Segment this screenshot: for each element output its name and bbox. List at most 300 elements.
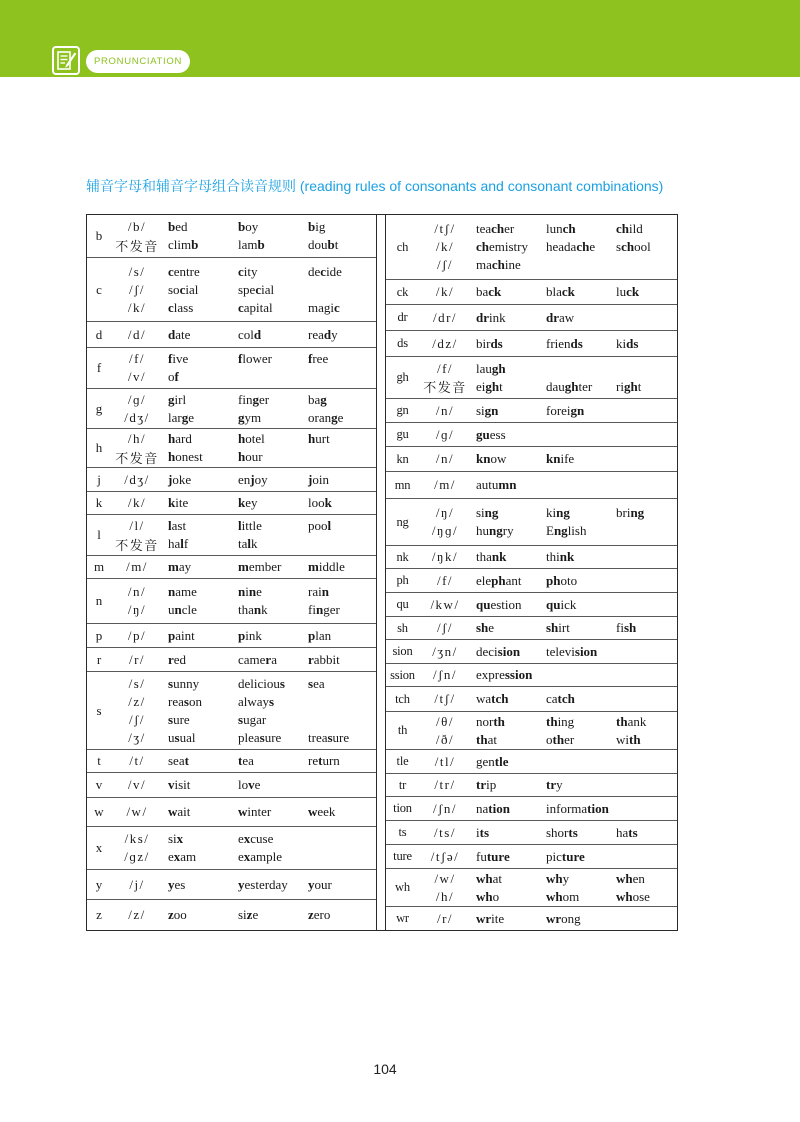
word-part: t: [499, 378, 503, 394]
phonetic-symbol: /k/: [127, 299, 147, 315]
example-word: [308, 495, 377, 511]
letter-cell: t: [97, 753, 101, 768]
phonetic-symbol: /r/: [436, 910, 454, 926]
example-word: [616, 714, 678, 730]
phonetic-symbol: /ŋ/: [435, 505, 455, 520]
example-word: [546, 523, 616, 539]
word-part: tha: [476, 549, 492, 564]
pronunciation-line: [111, 752, 376, 770]
highlighted-letters: nk: [491, 549, 507, 564]
highlighted-letters: gh: [491, 360, 506, 376]
highlighted-letters: th: [616, 713, 628, 729]
example-word: [616, 732, 678, 748]
pronunciation-lines: [111, 556, 376, 578]
phonetic-symbol: /ŋk/: [431, 549, 459, 564]
section-badge: PRONUNCIATION: [86, 50, 190, 73]
word-part: er: [504, 221, 515, 236]
example-word: [238, 410, 308, 426]
letter-cell: p: [95, 627, 103, 643]
word-part: aw: [559, 309, 575, 325]
pronunciation-line: [419, 360, 677, 378]
highlighted-letters: wh: [616, 870, 633, 886]
word-part: ba: [308, 391, 321, 407]
highlighted-letters: wr: [476, 910, 492, 926]
example-word: [168, 849, 238, 865]
example-word: [476, 644, 546, 660]
example-word: [616, 505, 678, 521]
word-part: expre: [476, 667, 505, 682]
word-part: lu: [616, 284, 627, 299]
table-frame-top-line: [377, 214, 385, 215]
highlighted-letters: ch: [616, 221, 629, 236]
word-part: sea: [168, 753, 185, 768]
phonetic-symbol: /n/: [435, 402, 455, 418]
word-part: lan: [315, 627, 332, 643]
pronunciation-line: [111, 448, 376, 466]
highlighted-letters: x: [243, 849, 251, 864]
pronunciation-line: [419, 572, 677, 590]
highlighted-letters: b: [238, 219, 246, 234]
phonetic-symbol: /ð/: [435, 731, 455, 747]
combination-cell: tion: [393, 801, 412, 815]
highlighted-letters: z: [308, 907, 314, 922]
table-row: [386, 357, 677, 399]
table-row: [386, 797, 677, 821]
example-word: [168, 712, 238, 728]
word-part: e: [252, 907, 259, 922]
highlighted-letters: g: [168, 391, 175, 407]
word-part: e: [256, 584, 262, 599]
example-word: [476, 911, 546, 927]
example-word: [238, 628, 308, 644]
combination-cell: ng: [396, 514, 409, 529]
word-part: ife: [560, 451, 575, 466]
pronunciation-lines: [111, 827, 376, 869]
highlighted-letters: h: [168, 449, 176, 464]
word-part: wa: [476, 691, 492, 706]
pronunciation-line: [111, 471, 376, 489]
word-part: at: [492, 870, 503, 886]
example-word: [476, 549, 546, 565]
phonetic-symbol: /ŋɡ/: [431, 523, 459, 538]
example-word: [476, 523, 546, 539]
pronunciation-lines: [419, 280, 677, 304]
word-part: inter: [247, 804, 272, 819]
highlighted-letters: ts: [628, 824, 638, 840]
word-part: cle: [181, 602, 197, 617]
phonetic-symbol: /n/: [127, 584, 147, 599]
table-row: [386, 907, 677, 930]
phonetic-symbol: /ts/: [434, 824, 456, 840]
pronunciation-line: [419, 426, 677, 444]
pronunciation-lines: [111, 870, 376, 899]
highlighted-letters: l: [327, 518, 332, 533]
phonetic-symbol: /f/: [128, 351, 146, 366]
highlighted-letters: n: [238, 584, 246, 599]
pronunciation-line: [111, 350, 376, 368]
highlighted-letters: ch: [476, 239, 489, 254]
example-word: [168, 264, 238, 280]
word-part: cuse: [250, 831, 274, 846]
pronunciation-lines: [419, 569, 677, 592]
example-word: [546, 732, 616, 748]
example-word: [168, 449, 238, 465]
highlighted-letters: sion: [497, 643, 521, 659]
example-word: [168, 495, 238, 511]
pronunciation-line: [419, 713, 677, 731]
word-part: onest: [175, 449, 203, 464]
pronunciation-line: [111, 281, 376, 299]
phonetic-symbol: /θ/: [436, 713, 454, 729]
word-part: ele: [476, 572, 492, 588]
word-part: ant: [505, 572, 522, 588]
highlighted-letters: c: [179, 281, 186, 297]
pronunciation-line: [111, 236, 376, 254]
word-part: o: [492, 888, 500, 904]
pronunciation-line: [111, 218, 376, 236]
word-part: ess: [489, 426, 506, 442]
letter-cell: z: [96, 907, 102, 922]
example-word: [308, 676, 377, 692]
highlighted-letters: x: [243, 831, 251, 846]
example-word: [616, 239, 678, 255]
example-word: [308, 410, 377, 426]
section-title: 辅音字母和辅音字母组合读音规则 (reading rules of consonants and consonant combinations): [86, 178, 664, 194]
word-part: isit: [174, 777, 191, 792]
phonetic-symbol: /ʃ/: [436, 620, 454, 635]
word-part: en: [238, 471, 251, 487]
highlighted-letters: dr: [546, 309, 559, 325]
example-word: [168, 730, 238, 746]
example-word: [238, 559, 308, 575]
word-part: pic: [546, 848, 562, 864]
table-row: [87, 492, 376, 515]
highlighted-letters: wh: [616, 888, 633, 904]
word-part: iddle: [318, 559, 345, 574]
highlighted-letters: b: [257, 237, 265, 252]
example-word: [168, 877, 238, 893]
phonetic-symbol: /r/: [128, 651, 146, 667]
word-part: fin: [238, 391, 253, 407]
highlighted-letters: b: [191, 237, 199, 252]
highlighted-letters: gh: [485, 378, 500, 394]
highlighted-letters: ts: [568, 824, 578, 840]
highlighted-letters: s: [327, 729, 333, 745]
letter-cell: g: [95, 400, 103, 416]
example-word: [308, 628, 377, 644]
example-word: [476, 732, 546, 748]
example-word: [546, 911, 616, 927]
word-part: ard: [175, 431, 192, 446]
word-part: ial: [261, 281, 275, 297]
highlighted-letters: ng: [556, 505, 570, 520]
word-part: am: [180, 849, 197, 864]
pronunciation-line: [419, 848, 677, 866]
example-word: [238, 777, 308, 793]
word-part: oo: [173, 907, 187, 922]
highlighted-letters: sh: [623, 620, 637, 635]
word-part: spe: [238, 281, 256, 297]
word-part: ry: [502, 523, 514, 538]
example-word: [476, 403, 546, 419]
example-word: [616, 379, 678, 395]
pronunciation-lines: [111, 624, 376, 647]
word-part: ite: [491, 910, 505, 926]
example-word: [616, 221, 678, 237]
highlighted-letters: s: [238, 711, 244, 727]
combination-cell: ck: [396, 284, 409, 299]
table-row: [87, 515, 376, 556]
word-part: our: [245, 449, 263, 464]
example-word: [238, 877, 308, 893]
pronunciation-lines: [419, 546, 677, 568]
table-row: [87, 900, 376, 930]
example-word: [546, 403, 616, 419]
word-part: televi: [546, 643, 575, 659]
table-row: [386, 280, 677, 305]
word-part: fi: [616, 620, 624, 635]
example-word: [308, 518, 377, 534]
combination-cell: ssion: [390, 667, 415, 682]
pronunciation-lines: [419, 399, 677, 422]
letter-cell: y: [95, 876, 103, 892]
pronunciation-line: [419, 548, 677, 566]
table-row: [386, 774, 677, 797]
pronunciation-lines: [111, 322, 376, 347]
pronunciation-line: [419, 800, 677, 818]
pronunciation-line: [419, 402, 677, 420]
phonetic-symbol: /j/: [129, 876, 145, 892]
table-row: [87, 672, 376, 750]
word-part: E: [546, 523, 554, 538]
example-word: [238, 584, 308, 600]
example-word: [476, 801, 546, 817]
highlighted-letters: gu: [476, 426, 490, 442]
pronunciation-line: [419, 870, 677, 888]
highlighted-letters: x: [176, 831, 184, 846]
table-row: [87, 798, 376, 827]
pronunciation-line: [111, 693, 376, 711]
pronunciation-line: [419, 504, 677, 522]
example-word: [546, 379, 616, 395]
word-part: ym: [244, 409, 262, 425]
example-word: [308, 804, 377, 820]
highlighted-letters: tr: [546, 777, 557, 792]
highlighted-letters: v: [248, 777, 255, 792]
example-word: [168, 282, 238, 298]
pronunciation-lines: [111, 750, 376, 772]
highlighted-letters: k: [168, 495, 176, 510]
word-part: deliciou: [238, 675, 280, 691]
word-part: om: [562, 888, 580, 904]
word-part: si: [476, 402, 485, 418]
highlighted-letters: gh: [623, 378, 638, 394]
example-word: [546, 825, 616, 841]
phonetic-symbol: /tl/: [434, 753, 456, 769]
letter-cell: f: [96, 360, 102, 375]
word-part: on: [188, 693, 202, 709]
example-word: [546, 221, 616, 237]
highlighted-letters: p: [168, 627, 176, 643]
pronunciation-lines: [419, 331, 677, 356]
pronunciation-line: [111, 299, 376, 317]
highlighted-letters: ck: [488, 284, 502, 299]
pronunciation-lines: [419, 797, 677, 820]
phonetic-symbol: /f/: [436, 572, 454, 588]
word-part: o: [546, 731, 553, 747]
example-word: [546, 310, 616, 326]
combination-cell: gu: [396, 427, 409, 441]
highlighted-letters: n: [174, 602, 182, 617]
example-word: [476, 257, 546, 273]
example-word: [238, 753, 308, 769]
example-word: [476, 284, 546, 300]
highlighted-letters: p: [238, 627, 246, 643]
letter-cell: v: [95, 777, 103, 792]
example-word: [308, 392, 377, 408]
highlighted-letters: c: [238, 299, 244, 315]
word-part: irl: [174, 391, 187, 407]
phonetic-symbol: /tʃə/: [430, 848, 460, 864]
word-part: oy: [254, 471, 268, 487]
word-part: came: [238, 651, 266, 667]
phonetic-symbol: /tr/: [434, 777, 456, 792]
highlighted-letters: s: [259, 729, 265, 745]
highlighted-letters: b: [168, 219, 176, 234]
word-part: e: [188, 409, 194, 425]
pronunciation-line: [419, 335, 677, 353]
example-word: [168, 518, 238, 534]
word-part: wi: [616, 731, 629, 747]
highlighted-letters: j: [308, 471, 313, 487]
example-word: [476, 620, 546, 636]
word-part: ed: [173, 651, 187, 667]
combination-cell: ture: [393, 849, 412, 863]
pronunciation-line: [111, 906, 376, 924]
word-part: so: [168, 281, 180, 297]
letter-cell: s: [96, 702, 102, 718]
example-word: [476, 310, 546, 326]
pronunciation-line: [111, 651, 376, 669]
highlighted-letters: g: [238, 409, 245, 425]
pronunciation-lines: [111, 672, 376, 749]
word-part: emistry: [489, 239, 528, 254]
table-row: [386, 617, 677, 640]
letter-cell: k: [95, 495, 103, 510]
phonetic-symbol: /b/: [127, 219, 147, 234]
example-word: [238, 300, 308, 316]
word-part: lish: [567, 523, 587, 538]
highlighted-letters: th: [629, 731, 641, 747]
table-row: [87, 556, 376, 579]
word-part: t: [334, 237, 339, 252]
highlighted-letters: s: [269, 693, 275, 709]
phonetic-symbol: /ʃn/: [432, 667, 458, 682]
example-word: [238, 219, 308, 235]
combination-cell: ds: [397, 336, 408, 350]
highlighted-letters: k: [324, 495, 332, 510]
pronunciation-line: [111, 876, 376, 894]
highlighted-letters: wh: [546, 870, 563, 886]
example-word: [308, 877, 377, 893]
word-part: k: [251, 536, 258, 551]
highlighted-letters: h: [238, 449, 246, 464]
example-word: [476, 573, 546, 589]
phonetic-symbol: /f/: [436, 360, 454, 376]
example-word: [168, 652, 238, 668]
word-part: lar: [168, 409, 182, 425]
example-word: [238, 652, 308, 668]
word-part: urn: [322, 753, 340, 768]
word-part: ate: [175, 326, 191, 342]
example-word: [238, 602, 308, 618]
highlighted-letters: m: [238, 559, 249, 574]
table-row: [386, 845, 677, 869]
table-row: [386, 305, 677, 331]
word-part: ual: [179, 729, 196, 745]
highlighted-letters: t: [184, 753, 189, 768]
word-part: ink: [489, 309, 506, 325]
phonetic-symbol: /v/: [127, 777, 147, 792]
word-part: ay: [178, 559, 192, 574]
example-word: [168, 777, 238, 793]
example-word: [308, 559, 377, 575]
example-word: [546, 451, 616, 467]
letter-cell: l: [97, 527, 101, 542]
example-word: [476, 221, 546, 237]
word-part: dau: [546, 378, 565, 394]
pronunciation-lines: [419, 687, 677, 711]
example-word: [308, 730, 377, 746]
phonetic-symbol: /z/: [128, 907, 146, 922]
example-word: [168, 602, 238, 618]
phonetic-symbol: /ʃ/: [436, 257, 454, 272]
pronunciation-line: [419, 256, 677, 274]
example-word: [238, 518, 308, 534]
example-word: [238, 264, 308, 280]
word-part: estion: [490, 596, 522, 612]
example-word: [238, 449, 308, 465]
highlighted-letters: ck: [626, 284, 640, 299]
highlighted-letters: ds: [490, 335, 503, 351]
table-row: [386, 712, 677, 750]
word-part: ong: [561, 910, 581, 926]
highlighted-letters: th: [552, 731, 565, 747]
highlighted-letters: s: [183, 693, 189, 709]
pronunciation-line: [111, 368, 376, 386]
pronunciation-line: [111, 558, 376, 576]
highlighted-letters: tch: [557, 691, 575, 706]
word-part: poo: [308, 518, 328, 533]
word-part: ta: [238, 536, 248, 551]
phonetic-symbol: /w/: [434, 870, 456, 886]
highlighted-letters: p: [308, 627, 316, 643]
highlighted-letters: y: [308, 876, 315, 892]
pronunciation-line: [419, 910, 677, 928]
pronunciation-lines: [111, 215, 376, 257]
word-part: ial: [185, 281, 199, 297]
word-part: e: [488, 620, 495, 635]
highlighted-letters: th: [476, 731, 488, 747]
combination-cell: gh: [396, 370, 409, 384]
combination-cell: ph: [396, 573, 409, 587]
word-part: ing: [557, 713, 575, 729]
example-word: [308, 472, 377, 488]
highlighted-letters: r: [308, 651, 314, 667]
table-row: [87, 870, 376, 900]
highlighted-letters: n: [248, 584, 257, 599]
highlighted-letters: h: [308, 431, 316, 446]
